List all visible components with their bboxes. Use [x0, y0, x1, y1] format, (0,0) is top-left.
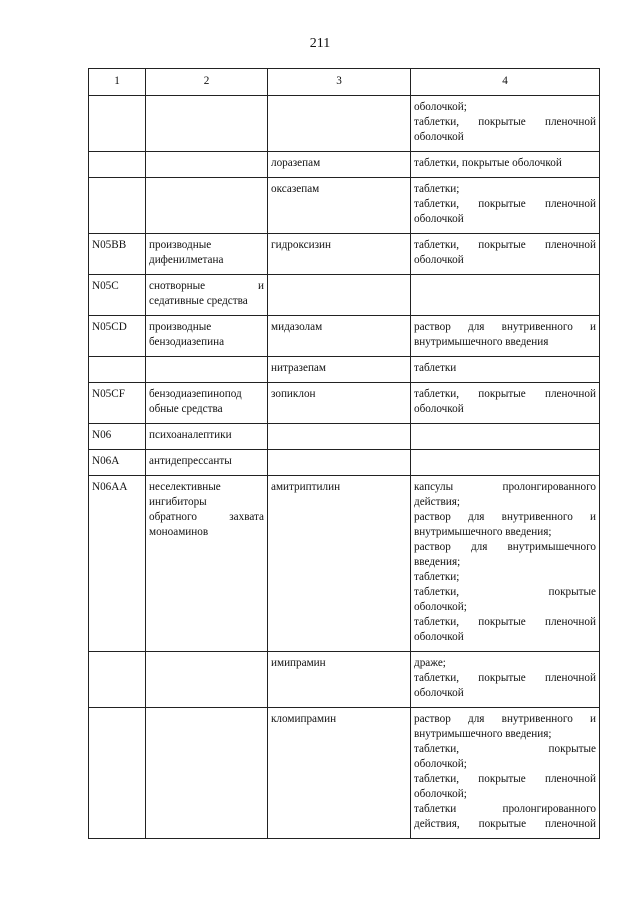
dosage-form-cell — [411, 450, 600, 476]
drug-name-cell: гидроксизин — [268, 234, 411, 275]
cell-line: таблетки — [414, 362, 457, 374]
cell-line: таблетки пролонгированного — [414, 803, 596, 815]
cell-line: капсулы пролонгированного — [414, 481, 596, 493]
atc-code-cell: N06 — [89, 424, 146, 450]
table-row — [89, 178, 600, 234]
cell-line: седативные средства — [149, 295, 248, 307]
cell-line: моноаминов — [149, 526, 209, 538]
atc-code-cell — [89, 652, 146, 708]
dosage-form-cell — [411, 152, 600, 178]
drug-name-cell: имипрамин — [268, 652, 411, 708]
cell-line: таблетки; — [414, 571, 460, 583]
cell-line: оболочкой — [414, 254, 464, 266]
table-row — [89, 708, 600, 839]
table-row — [89, 96, 600, 152]
table-header-row — [89, 69, 600, 96]
cell-line: оболочкой; — [414, 101, 467, 113]
cell-line: оболочкой — [414, 631, 464, 643]
group-name-cell — [146, 96, 268, 152]
header-col-4: 4 — [411, 69, 600, 96]
drug-name-cell: оксазепам — [268, 178, 411, 234]
cell-line: оболочкой; — [414, 758, 467, 770]
dosage-form-cell — [411, 275, 600, 316]
dosage-form-cell — [411, 383, 600, 424]
atc-code-cell — [89, 96, 146, 152]
group-name-cell — [146, 234, 268, 275]
group-name-cell — [146, 178, 268, 234]
cell-line: таблетки, покрытые — [414, 586, 596, 598]
group-name-cell — [146, 652, 268, 708]
cell-line: антидепрессанты — [149, 455, 232, 467]
cell-line: раствор для внутримышечного — [414, 541, 596, 553]
group-name-cell — [146, 383, 268, 424]
drug-name-cell — [268, 424, 411, 450]
cell-line: обные средства — [149, 403, 223, 415]
group-name-cell — [146, 708, 268, 839]
atc-code-cell: N05BB — [89, 234, 146, 275]
atc-code-cell — [89, 708, 146, 839]
cell-line: раствор для внутривенного и — [414, 321, 596, 333]
table-row — [89, 450, 600, 476]
dosage-form-cell — [411, 234, 600, 275]
dosage-form-cell — [411, 178, 600, 234]
cell-line: дифенилметана — [149, 254, 224, 266]
cell-line: таблетки, покрытые пленочной — [414, 672, 596, 684]
table-body — [89, 96, 600, 839]
page-number: 211 — [309, 36, 331, 51]
cell-line: таблетки, покрытые пленочной — [414, 773, 596, 785]
table-row — [89, 275, 600, 316]
table-row — [89, 652, 600, 708]
cell-line: раствор для внутривенного и — [414, 713, 596, 725]
header-col-3: 3 — [268, 69, 411, 96]
cell-line: оболочкой; — [414, 788, 467, 800]
drug-name-cell — [268, 275, 411, 316]
table-row — [89, 316, 600, 357]
cell-line: внутримышечного введения; — [414, 526, 552, 538]
cell-line: оболочкой; — [414, 601, 467, 613]
cell-line: таблетки, покрытые пленочной — [414, 616, 596, 628]
cell-line: ингибиторы — [149, 496, 207, 508]
cell-line: введения; — [414, 556, 461, 568]
table-row — [89, 152, 600, 178]
cell-line: таблетки, покрытые пленочной — [414, 198, 596, 210]
cell-line: действия, покрытые пленочной — [414, 818, 596, 830]
table-row — [89, 234, 600, 275]
group-name-cell — [146, 450, 268, 476]
drug-name-cell: зопиклон — [268, 383, 411, 424]
dosage-form-cell — [411, 357, 600, 383]
dosage-form-cell — [411, 424, 600, 450]
cell-line: таблетки, покрытые пленочной — [414, 388, 596, 400]
atc-code-cell: N05CD — [89, 316, 146, 357]
group-name-cell — [146, 424, 268, 450]
cell-line: неселективные — [149, 481, 221, 493]
cell-line: действия; — [414, 496, 461, 508]
table-row — [89, 424, 600, 450]
cell-line: раствор для внутривенного и — [414, 511, 596, 523]
atc-code-cell — [89, 152, 146, 178]
atc-code-cell: N05C — [89, 275, 146, 316]
atc-code-cell: N06A — [89, 450, 146, 476]
drug-name-cell: амитриптилин — [268, 476, 411, 652]
dosage-form-cell — [411, 652, 600, 708]
cell-line: бензодиазепинопод — [149, 388, 242, 400]
cell-line: внутримышечного введения — [414, 336, 549, 348]
cell-line: производные — [149, 321, 212, 333]
atc-code-cell — [89, 357, 146, 383]
dosage-form-cell — [411, 96, 600, 152]
drug-name-cell: кломипрамин — [268, 708, 411, 839]
cell-line: оболочкой — [414, 403, 464, 415]
drug-name-cell: мидазолам — [268, 316, 411, 357]
group-name-cell — [146, 316, 268, 357]
cell-line: бензодиазепина — [149, 336, 225, 348]
cell-line: оболочкой — [414, 213, 464, 225]
cell-line: оболочкой — [414, 131, 464, 143]
cell-line: таблетки, покрытые — [414, 743, 596, 755]
atc-code-cell — [89, 178, 146, 234]
drug-name-cell — [268, 450, 411, 476]
cell-line: внутримышечного введения; — [414, 728, 552, 740]
atc-code-cell: N06AA — [89, 476, 146, 652]
cell-line: оболочкой — [414, 687, 464, 699]
header-col-1: 1 — [89, 69, 146, 96]
cell-line: производные — [149, 239, 212, 251]
table-row — [89, 476, 600, 652]
dosage-form-cell — [411, 708, 600, 839]
cell-line: таблетки, покрытые пленочной — [414, 116, 596, 128]
cell-line: психоаналептики — [149, 429, 232, 441]
dosage-form-cell — [411, 476, 600, 652]
group-name-cell — [146, 152, 268, 178]
cell-line: снотворные и — [149, 280, 264, 292]
cell-line: таблетки, покрытые пленочной — [414, 239, 596, 251]
cell-line: обратного захвата — [149, 511, 264, 523]
drug-table — [88, 68, 600, 839]
drug-name-cell: нитразепам — [268, 357, 411, 383]
atc-code-cell: N05CF — [89, 383, 146, 424]
drug-name-cell: лоразепам — [268, 152, 411, 178]
table-row — [89, 357, 600, 383]
table-row — [89, 383, 600, 424]
group-name-cell — [146, 357, 268, 383]
cell-line: драже; — [414, 657, 446, 669]
drug-name-cell — [268, 96, 411, 152]
group-name-cell — [146, 476, 268, 652]
cell-line: таблетки; — [414, 183, 460, 195]
dosage-form-cell — [411, 316, 600, 357]
group-name-cell — [146, 275, 268, 316]
cell-line: таблетки, покрытые оболочкой — [414, 157, 562, 169]
header-col-2: 2 — [146, 69, 268, 96]
